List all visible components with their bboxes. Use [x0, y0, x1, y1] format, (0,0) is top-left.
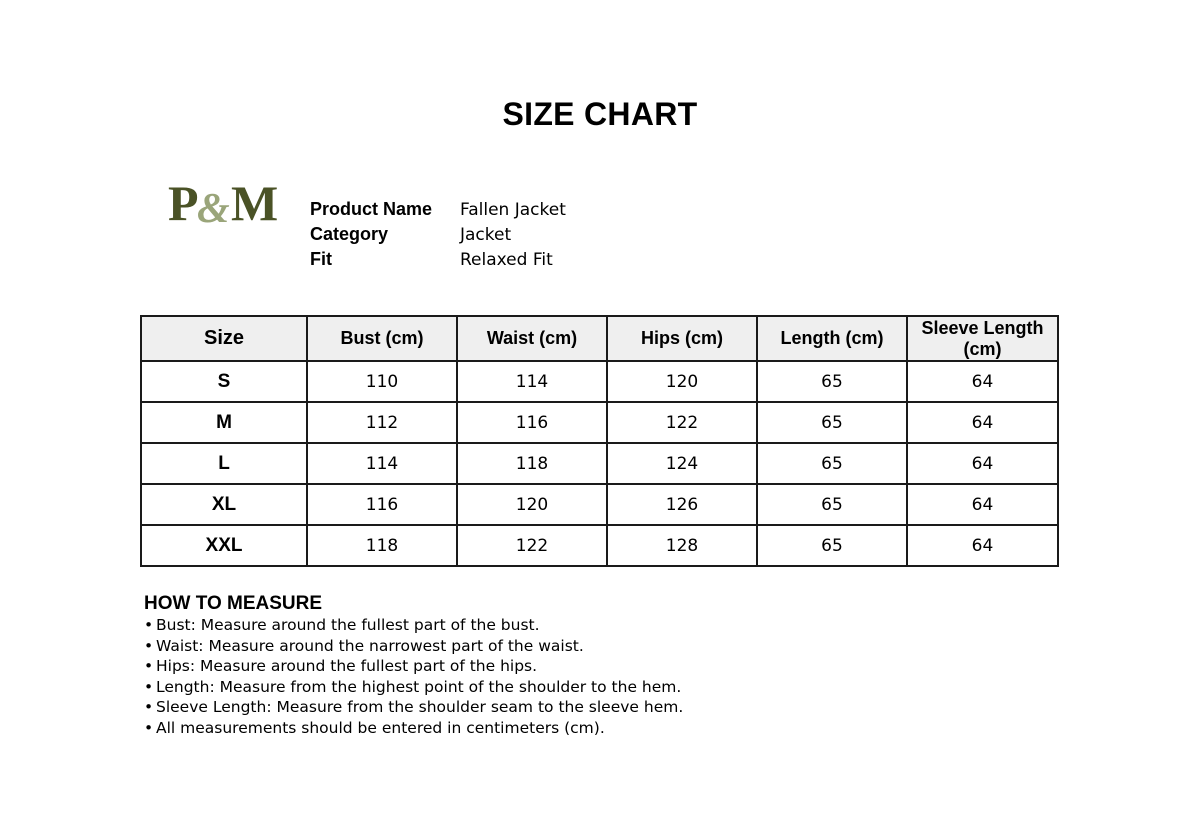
sleeve-length-cell: 64 [907, 443, 1058, 484]
waist-cell: 118 [457, 443, 607, 484]
waist-cell: 120 [457, 484, 607, 525]
measure-instruction-text: Hips: Measure around the fullest part of the hips. [156, 657, 538, 676]
page-title: SIZE CHART [502, 96, 698, 132]
bullet-icon: • [144, 677, 154, 696]
length-cell: 65 [757, 525, 907, 566]
table-row [141, 361, 1058, 402]
product-name-row [310, 197, 566, 222]
bust-cell: 112 [307, 402, 457, 443]
category-row [310, 222, 566, 247]
fit-label: Fit [310, 249, 332, 269]
category-label: Category [310, 224, 389, 244]
measure-instruction-text: Sleeve Length: Measure from the shoulder seam to the sleeve hem. [156, 698, 684, 717]
hips-cell: 122 [607, 402, 757, 443]
measure-instruction-text: Bust: Measure around the fullest part of the bust. [156, 616, 540, 634]
column-header-waist: Waist (cm) [457, 316, 607, 361]
how-to-measure-section [144, 592, 683, 739]
size-cell: XXL [141, 525, 307, 566]
bust-cell: 116 [307, 484, 457, 525]
hips-cell: 124 [607, 443, 757, 484]
table-row [141, 484, 1058, 525]
how-to-measure-heading: HOW TO MEASURE [144, 593, 323, 614]
measure-instruction-text: Length: Measure from the highest point of the shoulder to the hem. [156, 677, 682, 696]
table-row [141, 525, 1058, 566]
sleeve-length-cell: 64 [907, 402, 1058, 443]
bullet-icon: • [144, 657, 154, 676]
category-value: Jacket [460, 224, 512, 245]
bullet-icon: • [144, 636, 154, 655]
table-row [141, 402, 1058, 443]
hips-cell: 126 [607, 484, 757, 525]
column-header-hips: Hips (cm) [607, 316, 757, 361]
sleeve-length-cell: 64 [907, 484, 1058, 525]
fit-value: Relaxed Fit [460, 249, 553, 270]
product-info [310, 197, 566, 272]
sleeve-length-cell: 64 [907, 361, 1058, 402]
length-cell: 65 [757, 443, 907, 484]
bullet-icon: • [144, 698, 154, 717]
column-header-bust: Bust (cm) [307, 316, 457, 361]
svg-text:&: & [197, 186, 230, 226]
length-cell: 65 [757, 484, 907, 525]
list-item [144, 718, 683, 739]
table-row [141, 443, 1058, 484]
size-cell: L [141, 443, 307, 484]
waist-cell: 114 [457, 361, 607, 402]
bullet-icon: • [144, 718, 154, 737]
bust-cell: 114 [307, 443, 457, 484]
size-cell: M [141, 402, 307, 443]
measure-instruction-text: Waist: Measure around the narrowest part of the waist. [156, 636, 584, 655]
bullet-icon: • [144, 616, 154, 634]
column-header-sleeve-length: Sleeve Length (cm) [907, 316, 1058, 361]
length-cell: 65 [757, 361, 907, 402]
list-item [144, 615, 683, 636]
list-item [144, 636, 683, 657]
fit-row [310, 247, 566, 272]
product-name-value: Fallen Jacket [460, 199, 566, 220]
waist-cell: 122 [457, 525, 607, 566]
svg-text:P: P [168, 175, 199, 226]
measure-instructions-list [144, 615, 683, 739]
size-cell: S [141, 361, 307, 402]
table-header-row [141, 316, 1058, 361]
measure-instruction-text: All measurements should be entered in centimeters (cm). [156, 718, 605, 737]
product-name-label: Product Name [310, 199, 433, 219]
size-chart-table [140, 315, 1059, 567]
list-item [144, 677, 683, 698]
list-item [144, 656, 683, 677]
list-item [144, 697, 683, 718]
column-header-size: Size [141, 316, 307, 361]
bust-cell: 110 [307, 361, 457, 402]
column-header-length: Length (cm) [757, 316, 907, 361]
size-cell: XL [141, 484, 307, 525]
bust-cell: 118 [307, 525, 457, 566]
sleeve-length-cell: 64 [907, 525, 1058, 566]
length-cell: 65 [757, 402, 907, 443]
svg-text:M: M [231, 175, 279, 226]
hips-cell: 120 [607, 361, 757, 402]
pm-logo-graphic [168, 174, 283, 226]
brand-logo [168, 174, 283, 226]
hips-cell: 128 [607, 525, 757, 566]
waist-cell: 116 [457, 402, 607, 443]
